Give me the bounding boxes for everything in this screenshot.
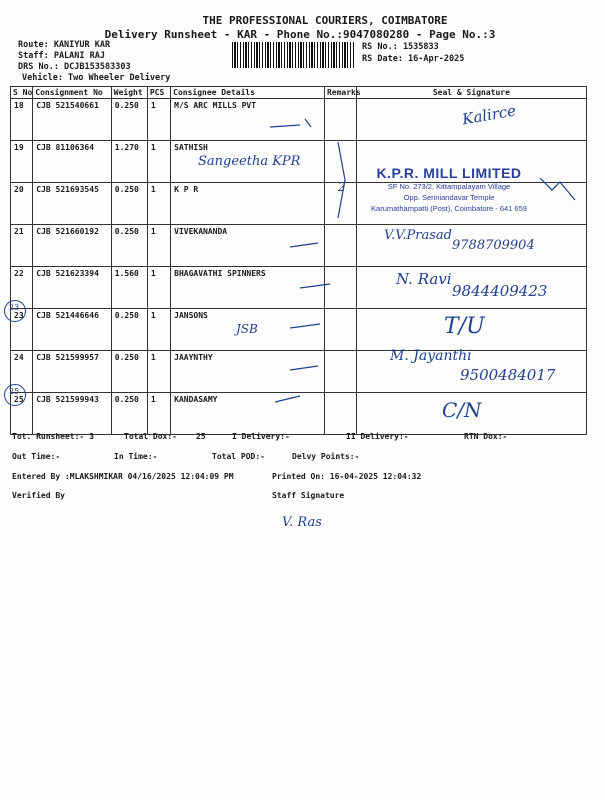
total-dox-label: Total Dox:- [124, 432, 177, 441]
handwriting-phone: 9788709904 [452, 238, 535, 253]
entered-by: Entered By :MLAKSHMIKAR 04/16/2025 12:04:09 PM [12, 472, 234, 481]
cell-sno: 23 [11, 309, 33, 351]
cell-consignment: CJB 521693545 [33, 183, 111, 225]
rs-number: RS No.: 1535833 [362, 42, 439, 52]
ii-delivery: II Delivery:- [346, 432, 409, 441]
ink-tick-mark [270, 125, 300, 127]
cell-consignee: BHAGAVATHI SPINNERS [171, 267, 325, 309]
col-header-remarks: Remarks [324, 87, 356, 99]
ink-tick-mark [300, 284, 330, 288]
cell-consignment: CJB 521623394 [33, 267, 111, 309]
route-label: Route: KANIYUR KAR [18, 40, 111, 50]
cell-pcs: 1 [147, 393, 170, 435]
stamp-line-1: SF No. 273/2, Kittampalayam Village [387, 182, 511, 191]
handwriting-signature: M. Jayanthi [390, 348, 472, 364]
cell-consignee: JAAYNTHY [171, 351, 325, 393]
col-header-consignee: Consignee Details [171, 87, 325, 99]
ink-tick-mark [305, 119, 311, 127]
cell-consignment: CJB 521540661 [33, 99, 111, 141]
cell-sno: 19 [11, 141, 33, 183]
rs-date: RS Date: 16-Apr-2025 [362, 54, 465, 64]
handwriting-signature: Kalirce [460, 101, 518, 129]
cell-consignee: M/S ARC MILLS PVT [171, 99, 325, 141]
tot-runsheet: Tot. Runsheet:- 3 [12, 432, 94, 441]
ink-tick-mark [290, 243, 318, 247]
delvy-points: Delvy Points:- [292, 452, 360, 461]
col-header-consignment: Consignment No [33, 87, 111, 99]
handwriting-signature: Sangeetha KPR [198, 154, 301, 169]
cell-pcs: 1 [147, 225, 170, 267]
cell-weight: 1.560 [111, 267, 147, 309]
col-header-weight: Weight [111, 87, 147, 99]
staff-handwritten-signature: V. Ras [282, 515, 322, 530]
circled-number-25: 25 [9, 387, 20, 396]
staff-label: Staff: PALANI RAJ [18, 51, 105, 61]
handwriting-note: C/N [442, 398, 482, 422]
cell-weight: 0.250 [111, 99, 147, 141]
rtn-dox: RTN Dox:- [464, 432, 508, 441]
staff-signature-label: Staff Signature [272, 491, 345, 500]
verified-by: Verified By [12, 491, 65, 500]
cell-sno: 20 [11, 183, 33, 225]
cell-sno: 25 [11, 393, 33, 435]
cell-weight: 0.250 [111, 183, 147, 225]
handwriting-initials: JSB [236, 322, 258, 336]
stamp-line-2: Opp. Senniandavar Temple [403, 193, 495, 202]
cell-sno: 18 [11, 99, 33, 141]
cell-pcs: 1 [147, 351, 170, 393]
runsheet-subtitle: Delivery Runsheet - KAR - Phone No.:9047080280 - Page No.:3 [104, 28, 496, 41]
cell-weight: 0.250 [111, 225, 147, 267]
ink-flourish-mark [540, 178, 575, 200]
cell-consignee: K P R [171, 183, 325, 225]
handwriting-mark: 2 [338, 180, 346, 194]
company-title: THE PROFESSIONAL COURIERS, COIMBATORE [202, 14, 448, 27]
printed-on: Printed On: 16-04-2025 12:04:32 [272, 472, 422, 481]
circled-number-23: 23 [9, 303, 20, 312]
handwriting-signature: V.V.Prasad [384, 228, 452, 243]
ink-tick-mark [275, 396, 300, 402]
cell-weight: 1.270 [111, 141, 147, 183]
total-dox-value: 25 [196, 432, 206, 441]
out-time: Out Time:- [12, 452, 61, 461]
cell-pcs: 1 [147, 267, 170, 309]
cell-consignment: CJB 81106364 [33, 141, 111, 183]
ink-tick-mark [290, 366, 318, 370]
stamp-title: K.P.R. MILL LIMITED [376, 165, 522, 181]
col-header-sno: S No [11, 87, 33, 99]
cell-weight: 0.250 [111, 309, 147, 351]
cell-consignment: CJB 521446646 [33, 309, 111, 351]
cell-consignee: JANSONS [171, 309, 325, 351]
total-pod: Total POD:- [212, 452, 265, 461]
cell-sno: 22 [11, 267, 33, 309]
handwriting-phone: 9500484017 [460, 366, 556, 384]
handwriting-note: T/U [444, 314, 485, 339]
company-stamp [354, 165, 544, 214]
stamp-line-3: Karumathampatti (Post), Coimbatore - 641 659 [371, 204, 527, 213]
handwriting-phone: 9844409423 [452, 282, 548, 300]
i-delivery: I Delivery:- [232, 432, 290, 441]
cell-sno: 21 [11, 225, 33, 267]
handwriting-signature: N. Ravi [396, 270, 452, 288]
ink-tick-mark [290, 324, 320, 328]
cell-consignee: KANDASAMY [171, 393, 325, 435]
cell-sno: 24 [11, 351, 33, 393]
cell-consignment: CJB 521599957 [33, 351, 111, 393]
cell-pcs: 1 [147, 141, 170, 183]
cell-consignment: CJB 521599943 [33, 393, 111, 435]
cell-pcs: 1 [147, 309, 170, 351]
cell-consignee: SATHISH [171, 141, 325, 183]
cell-weight: 0.250 [111, 393, 147, 435]
cell-consignee: VIVEKANANDA [171, 225, 325, 267]
cell-consignment: CJB 521660192 [33, 225, 111, 267]
in-time: In Time:- [114, 452, 158, 461]
col-header-pcs: PCS [147, 87, 170, 99]
drs-number: DRS No.: DCJB153583303 [18, 62, 131, 72]
cell-weight: 0.250 [111, 351, 147, 393]
col-header-seal: Seal & Signature [356, 87, 586, 99]
vehicle-label: Vehicle: Two Wheeler Delivery [22, 73, 171, 83]
cell-pcs: 1 [147, 183, 170, 225]
cell-pcs: 1 [147, 99, 170, 141]
